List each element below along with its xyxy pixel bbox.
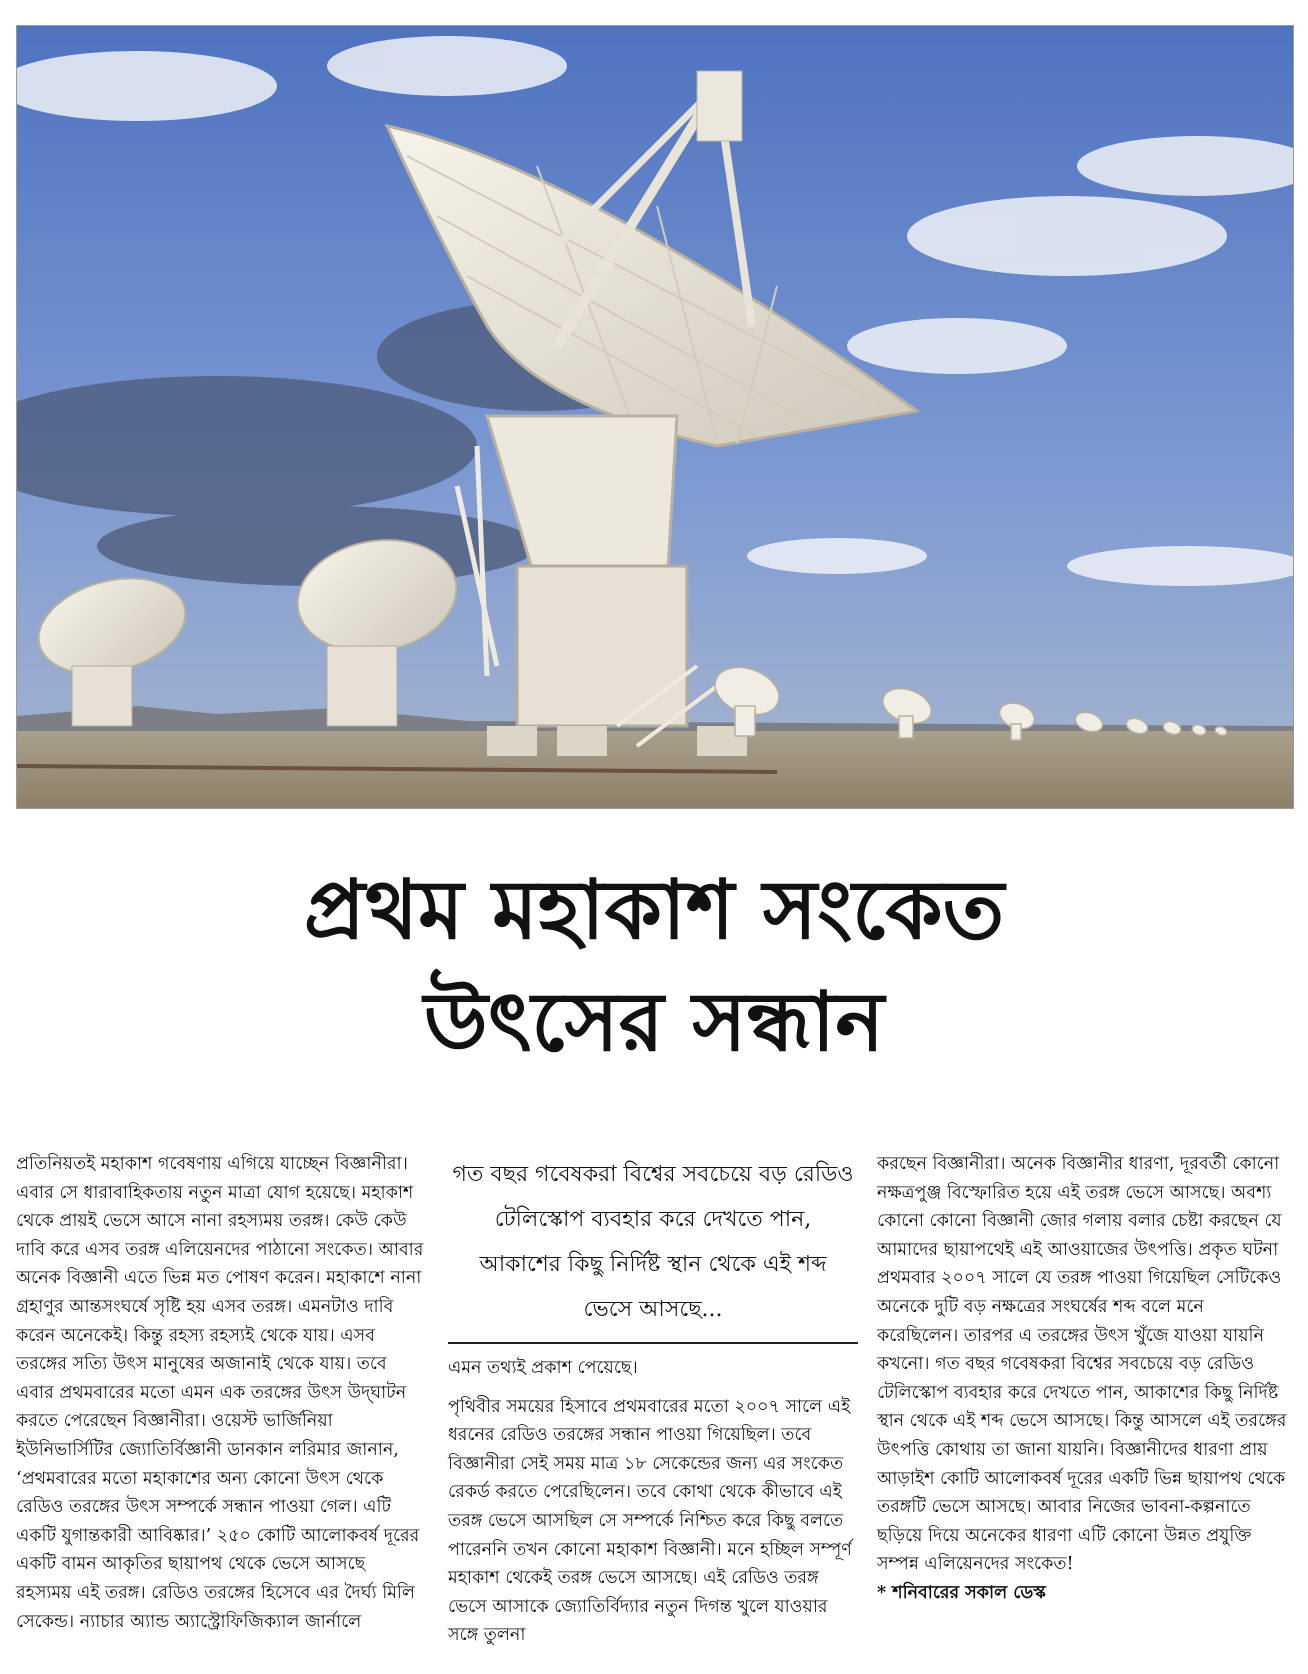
telescope-illustration — [17, 26, 1293, 808]
article-column-middle — [448, 1150, 858, 1650]
article-column-left — [16, 1150, 424, 1636]
telescope-photo — [16, 25, 1294, 809]
left-column-text: প্রতিনিয়তই মহাকাশ গবেষণায় এগিয়ে যাচ্ছেন বিজ্ঞানীরা। এবার সে ধারাবাহিকতায় নতুন মাত্রা যোগ হয়েছে। মহাকাশ থেকে প্রায়ই ভেসে আসে নানা রহস্যময় তরঙ্গ। কেউ কেউ দাবি করে এসব তরঙ্গ এলিয়েনদের পাঠানো সংকেত। আবার অনেক বিজ্ঞানী এতে ভিন্ন মত পোষণ করেন। মহাকাশে নানা গ্রহাণুর আন্তসংঘর্ষে সৃষ্টি হয় এসব তরঙ্গ। এমনটাও দাবি করেন অনেকেই। কিন্তু রহস্য রহস্যই থেকে যায়। এসব তরঙ্গের সত্যি উৎস মানুষের অজানাই থেকে যায়। তবে এবার প্রথমবারের মতো এমন এক তরঙ্গের উৎস উদ্‌ঘাটন করতে পেরেছেন বিজ্ঞানীরা। ওয়েস্ট ভার্জিনিয়া ইউনিভার্সিটির জ্যোতির্বিজ্ঞানী ডানকান লরিমার জানান, ‘প্রথমবারের মতো মহাকাশের অন্য কোনো উৎস থেকে রেডিও তরঙ্গের উৎস সম্পর্কে সন্ধান পাওয়া গেল। এটি একটি যুগান্তকারী আবিষ্কার।’ ২৫০ কোটি আলোকবর্ষ দূরের একটি বামন আকৃতির ছায়াপথ থেকে ভেসে আসছে রহস্যময় এই তরঙ্গ। রেডিও তরঙ্গের হিসেবে এর দৈর্ঘ্য মিলি সেকেন্ড। ন্যাচার অ্যান্ড অ্যাস্ট্রোফিজিক্যাল জার্নালে — [16, 1154, 424, 1632]
pull-quote: গত বছর গবেষকরা বিশ্বের সবচেয়ে বড় রেডিও টেলিস্কোপ ব্যবহার করে দেখতে পান, আকাশের কিছু নির্দিষ্ট স্থান থেকে এই শব্দ ভেসে আসছে... — [448, 1150, 858, 1344]
headline-line-1: প্রথম মহাকাশ সংকেত — [303, 862, 1005, 958]
middle-column-text: পৃথিবীর সময়ের হিসাবে প্রথমবারের মতো ২০০৭ সালে এই ধরনের রেডিও তরঙ্গের সন্ধান পাওয়া গিয়েছিল। তবে বিজ্ঞানীরা সেই সময় মাত্র ১৮ সেকেন্ডের জন্য এর সংকেত রেকর্ড করতে পেরেছিলেন। তবে কোথা থেকে কীভাবে এই তরঙ্গ ভেসে আসছিল সে সম্পর্কে নিশ্চিত করে কিছু বলতে পারেননি তখন কোনো মহাকাশ বিজ্ঞানী। মনে হচ্ছিল সম্পূর্ণ মহাকাশ থেকেই তরঙ্গ ভেসে আসছে। এই রেডিও তরঙ্গ ভেসে আসাকে জ্যোতির্বিদ্যার নতুন দিগন্ত খুলে যাওয়ার সঙ্গে তুলনা — [448, 1396, 852, 1646]
right-column-text: করছেন বিজ্ঞানীরা। অনেক বিজ্ঞানীর ধারণা, দূরবর্তী কোনো নক্ষত্রপুঞ্জ বিস্ফোরিত হয়ে এই তরঙ্গ ভেসে আসছে। অবশ্য কোনো কোনো বিজ্ঞানী জোর গলায় বলার চেষ্টা করছেন যে আমাদের ছায়াপথেই এই আওয়াজের উৎপত্তি। প্রকৃত ঘটনা প্রথমবার ২০০৭ সালে যে তরঙ্গ পাওয়া গিয়েছিল সেটিকেও অনেকে দুটি বড় নক্ষত্রের সংঘর্ষের শব্দ বলে মনে করেছিলেন। তারপর এ তরঙ্গের উৎস খুঁজে যাওয়া যায়নি কখনো। গত বছর গবেষকরা বিশ্বের সবচেয়ে বড় রেডিও টেলিস্কোপ ব্যবহার করে দেখতে পান, আকাশের কিছু নির্দিষ্ট স্থান থেকে এই শব্দ ভেসে আসছে। কিন্তু আসলে এই তরঙ্গের উৎপত্তি কোথায় তা জানা যায়নি। বিজ্ঞানীদের ধারণা প্রায় আড়াইশ কোটি আলোকবর্ষ দূরের একটি ভিন্ন ছায়াপথ থেকে তরঙ্গটি ভেসে আসছে। আবার নিজের ভাবনা-কল্পনাতে ছড়িয়ে দিয়ে অনেকের ধারণা এটি কোনো উন্নত প্রযুক্তি সম্পন্ন এলিয়েনদের সংকেত! — [877, 1154, 1287, 1575]
headline-line-2: উৎসের সন্ধান — [423, 974, 885, 1070]
headline — [0, 858, 1308, 1074]
byline-credit: * শনিবারের সকাল ডেস্ক — [877, 1582, 1046, 1603]
middle-lead-text: এমন তথ্যই প্রকাশ পেয়েছে। — [448, 1358, 638, 1378]
article-column-right — [877, 1150, 1287, 1608]
